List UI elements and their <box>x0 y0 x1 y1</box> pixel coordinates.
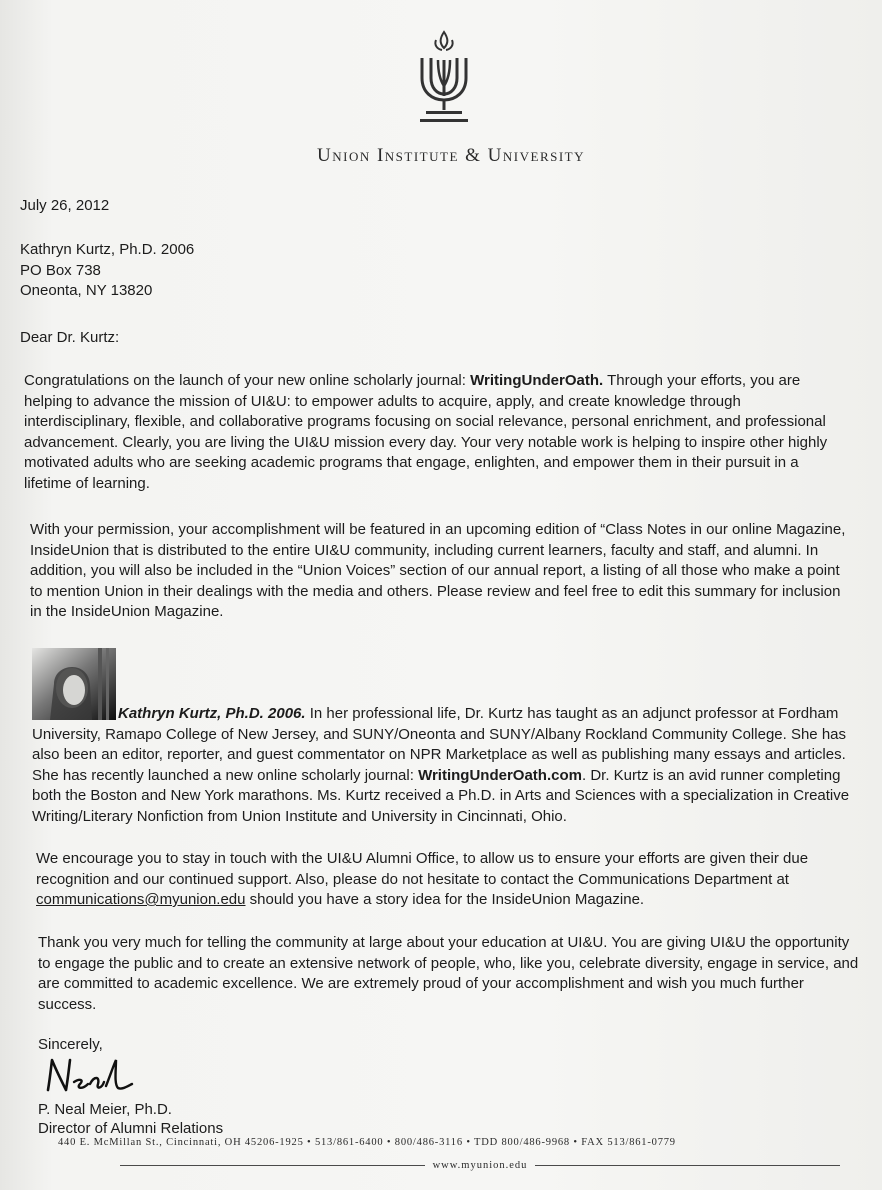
journal-name: WritingUnderOath. <box>470 372 604 389</box>
para4-after: should you have a story idea for the InsideUnion Magazine. <box>245 891 645 908</box>
recipient-pobox: PO Box 738 <box>20 261 101 279</box>
letter-date: July 26, 2012 <box>20 197 110 214</box>
salutation: Dear Dr. Kurtz: <box>20 329 120 346</box>
footer-address: 440 E. McMillan St., Cincinnati, OH 45206-1925 • 513/861-6400 • 800/486-3116 • TDD 800/486-9968 • FAX 513/861-0779 <box>58 1137 676 1148</box>
para4-before: We encourage you to stay in touch with the UI&U Alumni Office, to allow us to ensure your efforts are given their due recognition and our continued support. Also, please do not hesitate to contact the Communications Department at <box>36 850 809 888</box>
paragraph-thank-you: Thank you very much for telling the community at large about your education at UI&U. You are giving UI&U the opportunity to engage the public and to create an extensive network of people, who, like you, celebrate diversity, engage in service, and are committed to academic excellence. We are extremely proud of your accomplishment and wish you much further success. <box>38 934 859 1013</box>
footer-url[interactable]: www.myunion.edu <box>432 1159 528 1171</box>
paragraph-feature: With your permission, your accomplishment will be featured in an upcoming edition of “Class Notes in our online Magazine, InsideUnion that is distributed to the entire UI&U community, including current learners, faculty and staff, and alumni. In addition, you will also be included in the “Union Voices” section of our annual report, a listing of all those who make a point to mention Union in their dealings with the media and others. Please review and feel free to edit this summary for inclusion in the InsideUnion Magazine. <box>30 521 846 620</box>
signer-name: P. Neal Meier, Ph.D. <box>38 1101 172 1118</box>
paragraph-congratulations <box>24 371 830 494</box>
signature <box>44 1056 134 1096</box>
profile-text1: In her professional life, Dr. Kurtz has taught as an adjunct professor at Fordham University, Ramapo College of New Jersey, and SUNY/Oneonta and SUNY/Albany Rockland Community College. She has also been an editor, reporter, and guest commentator on NPR Marketplace as well as publishing many essays and articles. She has recently launched a new online scholarly journal: <box>32 705 846 784</box>
paragraph-profile <box>32 704 856 827</box>
para1-after: Through your efforts, you are helping to advance the mission of UI&U: to empower adults to acquire, apply, and create knowledge through interdisciplinary, flexible, and collaborative programs focusing on social relevance, personal enrichment, and professional advancement. Clearly, you are living the UI&U mission every day. Your very notable work is helping to inspire other highly motivated adults who are seeking academic programs that engage, enlighten, and empower them in their pursuit in a lifetime of learning. <box>24 372 828 492</box>
institution-name <box>0 145 882 167</box>
footer-rule-left <box>120 1165 425 1166</box>
profile-text2: . Dr. Kurtz is an avid runner completing both the Boston and New York marathons. Ms. Kurtz received a Ph.D. in Arts and Sciences with a specialization in Creative Writing/Literary Nonfiction from Union Institute and University in Cincinnati, Ohio. <box>32 766 850 825</box>
signer-block <box>38 1100 223 1138</box>
footer-url-row <box>120 1158 840 1172</box>
paragraph-stay-in-touch <box>36 849 848 911</box>
signer-title: Director of Alumni Relations <box>38 1120 224 1137</box>
recipient-name: Kathryn Kurtz, Ph.D. 2006 <box>20 241 195 258</box>
institution-name-text: Union Institute & University <box>317 145 585 166</box>
recipient-address <box>20 240 194 302</box>
para1-before: Congratulations on the launch of your new online scholarly journal: <box>24 372 471 389</box>
tulip-logo-icon <box>412 30 476 130</box>
profile-name: Kathryn Kurtz, Ph.D. 2006. <box>118 705 306 722</box>
communications-email-link[interactable]: communications@myunion.edu <box>36 891 246 908</box>
closing: Sincerely, <box>38 1036 103 1053</box>
footer-rule-right <box>535 1165 840 1166</box>
profile-website: WritingUnderOath.com <box>418 766 582 784</box>
recipient-city: Oneonta, NY 13820 <box>20 282 153 299</box>
